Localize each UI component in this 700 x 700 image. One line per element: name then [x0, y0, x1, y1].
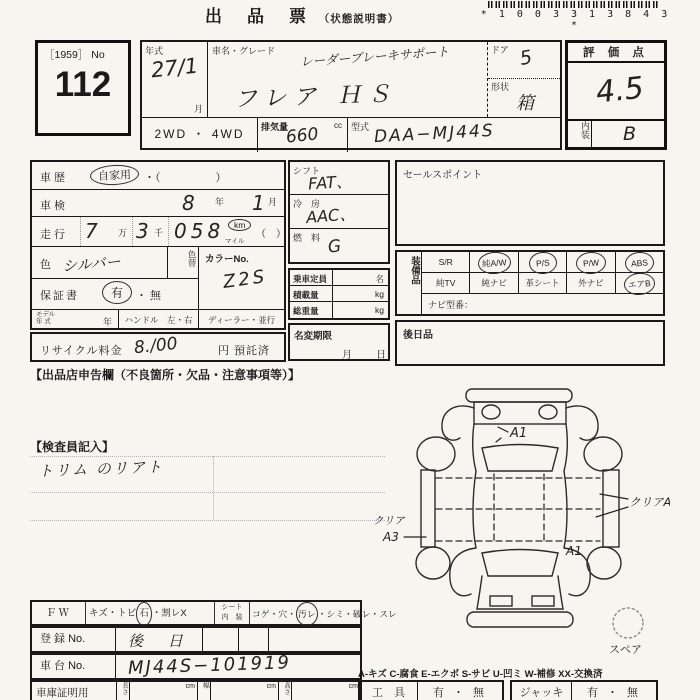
- displacement-value: 660: [285, 124, 320, 148]
- history-value-circled: 自家用: [90, 164, 140, 187]
- fw-condition: [86, 602, 214, 624]
- seat-marked-circled: 汚レ: [296, 602, 318, 626]
- shape-subcell: [488, 79, 560, 117]
- garage-length-unit: cm: [185, 683, 195, 690]
- garage-length-field: [130, 682, 198, 700]
- dealer-cell: ディーラー・並行: [198, 310, 284, 330]
- recycle-label: リサイクル料金: [40, 345, 123, 357]
- annotation-left-note: クリア: [373, 515, 405, 527]
- side-panel-left: [421, 470, 435, 547]
- divider: [238, 628, 239, 651]
- fuel-cell: [290, 229, 388, 262]
- divider: [168, 217, 169, 246]
- registration-value: 後 日: [128, 632, 193, 650]
- recolor-cell: 色替: [167, 247, 198, 279]
- car-diagram: [360, 378, 670, 663]
- equip-nav: 純ナビ: [470, 273, 518, 293]
- front-fender-right: [566, 406, 598, 440]
- door-value: 5: [518, 46, 534, 70]
- inspector-section-label: 【検査員記入】: [30, 440, 115, 454]
- model-code-label: 型式: [351, 122, 370, 132]
- year-month-suffix: 月: [193, 104, 203, 114]
- interior-label: 内装: [568, 121, 592, 149]
- page-title-text: 出 品 票: [205, 7, 310, 26]
- mileage-row: [32, 217, 284, 247]
- color-no-cell: [198, 247, 284, 310]
- equip-pw-circled: P/W: [575, 251, 607, 275]
- drivetrain-box: [288, 160, 390, 264]
- color-label: 色: [40, 259, 51, 271]
- headlight-left: [482, 405, 500, 419]
- body-side-left: [473, 471, 476, 548]
- annotation-rear: A1: [566, 544, 582, 558]
- capacity-table: [288, 268, 390, 320]
- shape-value: 箱: [516, 93, 534, 114]
- annotation-hood: A1: [510, 426, 528, 441]
- front-fender-left: [442, 406, 474, 440]
- recycle-unit: 円 預託済: [218, 345, 271, 357]
- jack-label: ジャッキ: [512, 682, 572, 700]
- later-items-box: [395, 320, 665, 366]
- capacity-row: [290, 270, 388, 286]
- fuel-label: 燃 料: [293, 233, 321, 243]
- ac-value: AAC、: [305, 203, 356, 228]
- name-label: 車名・グレード: [212, 46, 276, 56]
- annotation-arrow-hood-2: [496, 438, 501, 442]
- model-code-cell: [348, 117, 560, 152]
- history-table: [30, 160, 286, 330]
- jack-options: 有 ・ 無: [586, 687, 642, 699]
- tool-label: 工 具: [360, 682, 418, 700]
- registration-row: [30, 626, 362, 653]
- taillight-left: [490, 596, 512, 606]
- chassis-row: [30, 653, 362, 680]
- model-code-value: DAA−MJ44S: [373, 120, 496, 148]
- model-year-label-1: モデル: [36, 311, 56, 318]
- seat-label-1: シート: [221, 604, 243, 611]
- history-label: 車歴: [40, 172, 68, 184]
- wheel-front-left: [417, 437, 455, 471]
- door-subcell: [488, 42, 560, 79]
- spare-tire-circle: [613, 608, 643, 638]
- equip-leather: 革シート: [519, 273, 567, 293]
- shaken-year: 8: [182, 191, 195, 215]
- annotation-left-code: A3: [383, 530, 399, 544]
- mileage-man: 7: [85, 219, 98, 243]
- displacement-unit: cc: [334, 121, 342, 130]
- rear-fender-left: [450, 548, 476, 596]
- load-row: [290, 286, 388, 302]
- equipment-row-2: [422, 273, 663, 294]
- divider: [132, 217, 133, 246]
- recycle-value: 8./00: [133, 333, 179, 359]
- front-bumper: [466, 389, 572, 402]
- mileage-rest: 058: [174, 219, 225, 243]
- weight-row: [290, 302, 388, 318]
- history-paren: ・（ ）: [144, 172, 227, 184]
- shape-label: 形状: [491, 82, 510, 92]
- rename-box: [288, 323, 390, 361]
- capacity-label: 乗車定員: [293, 274, 328, 284]
- garage-label: 車庫証明用: [32, 682, 117, 700]
- equip-abs-circled: ABS: [624, 251, 654, 275]
- seat-post: ・シミ・破レ・スレ: [317, 609, 397, 619]
- rear-bumper: [467, 612, 573, 627]
- load-label: 積載量: [293, 290, 319, 300]
- glass-seat-row: [30, 600, 397, 626]
- model-year-unit: 年: [102, 317, 112, 327]
- model-year-cell: [32, 310, 118, 330]
- equipment-box: [395, 250, 665, 316]
- hood-edge-left: [473, 424, 476, 471]
- lot-box: [35, 40, 131, 136]
- fw-marked-circled: 石: [136, 602, 152, 626]
- page-title: [205, 2, 399, 27]
- door-label: ドア: [491, 45, 509, 55]
- handle-cell: ハンドル 左・右: [118, 310, 198, 330]
- equip-alloy-circled: 純A/W: [477, 251, 511, 275]
- inspector-ruled-line: [30, 456, 385, 457]
- equip-sr: S/R: [422, 252, 470, 272]
- car-diagram-svg: [360, 378, 670, 663]
- equipment-row-1: [422, 252, 663, 273]
- taillight-right: [532, 596, 554, 606]
- lot-number: 112: [54, 65, 112, 104]
- garage-row: [30, 680, 362, 700]
- warranty-yes-circled: 有: [102, 281, 132, 304]
- shift-label: シフト: [293, 166, 321, 176]
- garage-width-unit: cm: [266, 683, 276, 690]
- km-circled: km: [228, 219, 251, 231]
- side-panel-right: [603, 470, 619, 547]
- grade-note: レーダーブレーキサポート: [299, 43, 450, 70]
- tool-options: 有 ・ 無: [432, 687, 488, 699]
- page-subtitle: （状態説明書）: [318, 13, 400, 25]
- ac-label: 冷 房: [293, 199, 321, 209]
- ac-cell: [290, 195, 388, 229]
- later-items-label: 後日品: [403, 330, 433, 341]
- name-cell: [208, 42, 488, 117]
- color-no-value: Z2S: [221, 266, 269, 293]
- barcode-number: * 1 0 0 3 3 1 3 8 4 3 *: [480, 9, 671, 31]
- rating-label: 評 価 点: [568, 43, 664, 63]
- rename-day: 日: [376, 350, 386, 361]
- rating-score: 4.5: [594, 70, 646, 111]
- equip-airbag-circled: エアB: [623, 272, 655, 297]
- garage-width-field: [211, 682, 279, 700]
- inspector-ruled-line-vertical: [213, 456, 214, 520]
- divider: [332, 302, 333, 318]
- color-value: シルバー: [61, 252, 122, 276]
- mileage-sen-unit: 千: [154, 228, 164, 238]
- displacement-cell: [258, 117, 348, 152]
- warranty-row: [32, 279, 198, 310]
- weight-label: 総重量: [293, 306, 319, 316]
- equip-ext-nav: 外ナビ: [567, 273, 615, 293]
- fuel-value: G: [326, 236, 343, 258]
- rename-month: 月: [342, 350, 352, 361]
- hood-edge-right: [564, 424, 567, 471]
- sales-point-label: セールスポイント: [403, 170, 483, 181]
- chassis-value: MJ44S−101919: [127, 652, 292, 679]
- inspector-note: トリム のリアト: [37, 457, 165, 481]
- door-shape-cell: [488, 42, 560, 117]
- nav-model-label: ナビ型番：: [428, 300, 474, 310]
- registration-label: 登 録 No.: [32, 628, 116, 651]
- seat-interior-label: [214, 602, 250, 624]
- garage-height-unit: cm: [348, 683, 358, 690]
- mile-paren: （ ）: [256, 229, 286, 240]
- wheel-rear-right: [587, 547, 621, 579]
- inspector-ruled-line: [30, 520, 385, 521]
- fw-pre: キズ・トビ: [89, 608, 137, 619]
- seat-condition: [250, 602, 397, 624]
- tool-box: [358, 680, 504, 700]
- mileage-man-unit: 万: [118, 228, 128, 238]
- weight-unit: kg: [375, 305, 384, 315]
- wheel-rear-left: [416, 547, 450, 579]
- garage-length-label: 長さ: [117, 682, 130, 700]
- shaken-label: 車検: [40, 200, 68, 212]
- year-cell: [142, 42, 208, 117]
- recycle-box: [30, 332, 286, 362]
- warranty-sep: ・: [136, 290, 147, 302]
- equip-ps-circled: P/S: [528, 251, 557, 275]
- shift-cell: [290, 162, 388, 195]
- displacement-label: 排気量: [261, 122, 289, 132]
- shaken-month-unit: 月: [268, 197, 278, 207]
- garage-height-label: 高さ: [279, 682, 292, 700]
- mile-label: マイル: [225, 238, 245, 245]
- barcode: [488, 1, 660, 8]
- nav-model-row: [422, 294, 663, 314]
- divider: [332, 270, 333, 285]
- spare-label: スペア: [609, 643, 642, 656]
- warranty-no: 無: [150, 290, 161, 302]
- shaken-row: [32, 190, 284, 217]
- annotation-right-side: クリアA: [629, 495, 670, 509]
- load-unit: kg: [375, 289, 384, 299]
- model-year-label-2: 年 式: [36, 318, 51, 325]
- model-year-label: [36, 311, 55, 325]
- rear-window: [482, 550, 558, 577]
- shaken-year-unit: 年: [215, 197, 225, 207]
- warranty-label: 保証書: [40, 290, 79, 302]
- inspector-ruled-line: [30, 492, 385, 493]
- lot-series-label: ［1959］ No: [44, 49, 105, 61]
- sales-point-box: [395, 160, 665, 246]
- shift-value: FAT、: [307, 171, 353, 194]
- declaration-label: 【出品店申告欄（不良箇所・欠品・注意事項等）】: [30, 368, 301, 382]
- vehicle-table: [140, 40, 562, 150]
- divider: [80, 217, 81, 246]
- mileage-sen: 3: [136, 219, 149, 243]
- fw-label: ＦＷ: [32, 602, 86, 624]
- equip-tv: 純TV: [422, 273, 470, 293]
- drive-type: 2WD ・ 4WD: [142, 117, 258, 152]
- interior-grade: B: [623, 123, 637, 145]
- annotation-arrow-hood: [498, 427, 508, 432]
- annotation-line-right-2: [596, 507, 628, 517]
- equipment-label: 装備品: [397, 252, 422, 314]
- color-no-label: カラーNo.: [205, 254, 249, 265]
- mileage-label: 走行: [40, 229, 68, 241]
- year-value: 27/1: [149, 53, 200, 83]
- year-label: 年式: [145, 46, 164, 56]
- wheel-front-right: [584, 437, 622, 471]
- history-row: [32, 162, 284, 190]
- jack-box: [510, 680, 658, 700]
- annotation-line-right-1: [600, 494, 628, 499]
- divider: [202, 628, 203, 651]
- headlight-right: [539, 405, 557, 419]
- divider: [332, 286, 333, 301]
- damage-legend: A-キズ C-腐食 E-エクボ S-サビ U-凹ミ W-補修 XX-交換済: [358, 669, 603, 680]
- fw-post: ・割レX: [151, 608, 187, 619]
- garage-width-label: 幅: [198, 682, 211, 700]
- shaken-month: 1: [252, 191, 265, 215]
- rating-box: [565, 40, 667, 150]
- capacity-unit: 名: [375, 274, 384, 284]
- car-name: フレア ＨＳ: [233, 81, 398, 113]
- divider: [268, 628, 269, 651]
- color-row: [32, 247, 167, 279]
- seat-label-2: 内 装: [221, 614, 243, 621]
- interior-row: [568, 119, 664, 147]
- chassis-label: 車 台 No.: [32, 655, 116, 678]
- windshield: [482, 445, 558, 472]
- seat-pre: コゲ・穴・: [252, 609, 296, 619]
- garage-height-field: [292, 682, 360, 700]
- rename-label: 名変期限: [294, 331, 333, 342]
